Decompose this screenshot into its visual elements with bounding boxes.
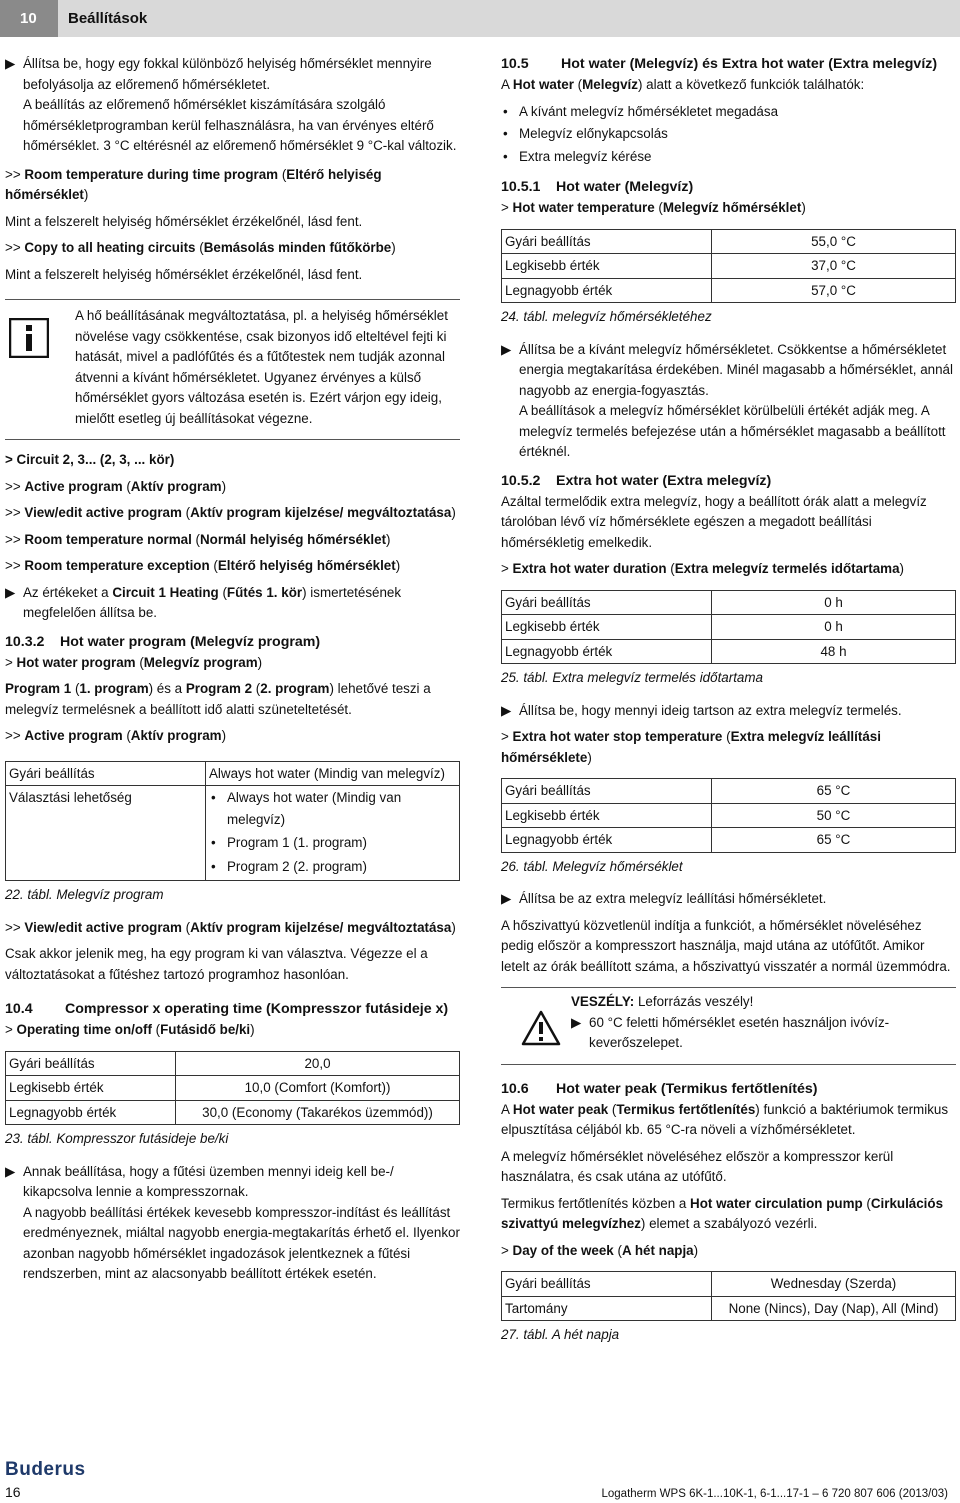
bullet-item [571,1013,956,1054]
table-row [502,803,956,828]
warning-box: VESZÉLY: Leforrázás veszély! ▶ 60 °C feletti hőmérséklet esetén használjon ivóvíz-keverőszelepet. [501,987,956,1065]
table-caption: 22. tábl. Melegvíz program [5,887,164,902]
left-column [5,54,460,1285]
header-page-number: 10 [0,0,58,37]
table-row [6,1100,460,1125]
text: 60 °C feletti hőmérséklet esetén használjon ivóvíz-keverőszelepet. [589,1014,890,1050]
text: Állítsa be az extra melegvíz leállítási hőmérsékletet. [519,891,827,906]
table-25 [501,590,956,665]
menu-path: >> View/edit active program (Aktív program kijelzése/ megváltoztatása) [5,505,456,520]
table-cell: 57,0 °C [712,278,956,303]
arrow-icon: ▶ [571,1014,582,1030]
table-row [502,639,956,664]
table-cell: Legnagyobb érték [502,828,712,853]
table-cell: 65 °C [712,779,956,804]
table-cell: Legnagyobb érték [6,1100,176,1125]
table-cell: Always hot water (Mindig van melegvíz) [206,761,460,786]
table-cell: Gyári beállítás [502,1272,712,1297]
header-section-title: Beállítások [58,0,960,37]
table-cell: Gyári beállítás [502,590,712,615]
text: A beállítás az előremenő hőmérséklet kiszámítására szolgáló hőmérsékletprogramban kerül felhasználásra, ha van érvényes eltérő hőmérséklet. 3 °C eltérésnél az előremenő hőmérséklet 9 °C-kal változik. [23,97,457,153]
bullet-item [501,889,956,910]
table-row [502,615,956,640]
table-caption: 26. tábl. Melegvíz hőmérséklet [501,858,683,874]
page-header [0,0,960,37]
text: A hőszivattyú közvetlenül indítja a funkciót, a hőmérséklet növeléséhez pedig először a kompresszort használja, majd utána az utófűtőt. Amikor letelt az órák beállított száma, a hőszivattyú visszatér a normál üzemmódra. [501,917,951,974]
arrow-icon: ▶ [5,56,16,71]
table-cell: Legnagyobb érték [502,278,712,303]
bullet-item [5,1162,460,1285]
table-row [6,786,460,881]
info-icon [9,318,49,358]
footer-document-id: Logatherm WPS 6K-1...10K-1, 6-1...17-1 – 6 720 807 606 (2013/03) [601,1488,948,1500]
menu-path: >> Room temperature normal (Normál helyiség hőmérséklet) [5,531,391,547]
menu-path: > Hot water program (Melegvíz program) [5,654,263,670]
section-heading: 10.6 Hot water peak (Termikus fertőtlenítés) [501,1080,818,1097]
bullet-item [501,340,956,463]
table-row [502,828,956,853]
list-item: • Melegvíz előnykapcsolás [503,126,668,141]
table-cell: Gyári beállítás [6,1051,176,1076]
section-heading: 10.4 Compressor x operating time (Kompresszor futásideje x) [5,1001,449,1017]
menu-path: >> Copy to all heating circuits (Bemásolás minden fűtőkörbe) [5,240,396,255]
table-cell: 50 °C [712,803,956,828]
table-row [502,1296,956,1321]
section-heading: 10.5.1 Hot water (Melegvíz) [501,179,694,195]
bullet-item: ▶ Az értékeket a Circuit 1 Heating (Fűtés 1. kör) ismertetésének megfelelően állítsa be. [5,584,402,620]
list-item: • A kívánt melegvíz hőmérsékletet megadása [503,103,779,119]
arrow-icon: ▶ [501,891,512,906]
table-caption: 23. tábl. Kompresszor futásideje be/ki [5,1131,229,1146]
table-cell: Gyári beállítás [6,761,206,786]
info-box [5,299,460,440]
info-text: A hő beállításának megváltoztatása, pl. a helyiség hőmérséklet növelése vagy csökkentése, csak bizonyos idő elteltével fejti ki hatását, mivel a padlófűtés és a fűtőtestek nem tudják azonnal átvenni a kívánt hőmérsékletet. Ugyanez érvényes a külső hőmérséklet gyors változása esetén is. Ezért várjon egy ideig, mielőtt esetleg új beállításokat végezne. [75,308,448,426]
text: Program 1 (1. program) és a Program 2 (2. program) lehetővé teszi a melegvíz termelésnek a beállított idő alatti szüneteltetését. [5,681,431,717]
menu-path: >> Room temperature exception (Eltérő helyiség hőmérséklet) [5,558,401,573]
table-caption: 24. tábl. melegvíz hőmérsékletéhez [501,309,712,324]
table-cell: 48 h [712,639,956,664]
table-26 [501,778,956,853]
list-item: • Program 1 (1. program) [211,835,367,850]
table-cell: 30,0 (Economy (Takarékos üzemmód)) [176,1100,460,1125]
table-cell: 55,0 °C [712,229,956,254]
table-cell: Legnagyobb érték [502,639,712,664]
table-cell: Wednesday (Szerda) [712,1272,956,1297]
table-24 [501,229,956,304]
text: Termikus fertőtlenítés közben a Hot water circulation pump (Cirkulációs szivattyú melegvízhez) elemet a szabályozó vezérli. [501,1195,944,1231]
table-caption: 25. tábl. Extra melegvíz termelés időtartama [501,670,763,685]
table-cell [206,786,460,881]
arrow-icon: ▶ [501,702,512,718]
text: A beállítások a melegvíz hőmérséklet körülbelüli értékét adják meg. A melegvíz termelés befejezése után a hőmérséklet magasabb a beállított értéknél. [519,403,946,459]
arrow-icon: ▶ [501,341,512,357]
table-row [502,1272,956,1297]
table-cell: Legkisebb érték [502,615,712,640]
menu-path: >> Active program (Aktív program) [5,478,227,494]
table-caption: 27. tábl. A hét napja [501,1327,620,1342]
table-cell: Legkisebb érték [6,1076,176,1101]
table-row [502,779,956,804]
text: Mint a felszerelt helyiség hőmérséklet érzékelőnél, lásd fent. [5,213,363,229]
menu-path: > Hot water temperature (Melegvíz hőmérséklet) [501,200,806,215]
text: Mint a felszerelt helyiség hőmérséklet érzékelőnél, lásd fent. [5,266,363,282]
menu-path: > Circuit 2, 3... (2, 3, ... kör) [5,452,175,467]
table-cell: Tartomány [502,1296,712,1321]
table-cell: 37,0 °C [712,254,956,279]
table-cell: 0 h [712,590,956,615]
brand-logo: Buderus [5,1459,86,1480]
menu-path: > Extra hot water stop temperature (Extra melegvíz leállítási hőmérséklete) [501,729,881,765]
table-cell: 65 °C [712,828,956,853]
table-cell: None (Nincs), Day (Nap), All (Mind) [712,1296,956,1321]
text: Csak akkor jelenik meg, ha egy program ki van választva. Végezze el a változtatásokat a fűtéshez tartozó programhoz hasonlóan. [5,946,428,982]
menu-path: >> View/edit active program (Aktív program kijelzése/ megváltoztatása) [5,919,456,935]
list-item: • Program 2 (2. program) [211,858,367,874]
table-row [6,761,460,786]
menu-path: > Operating time on/off (Futásidő be/ki) [5,1022,255,1037]
table-row [502,590,956,615]
text: Annak beállítása, hogy a fűtési üzemben mennyi ideig kell be-/ kikapcsolva lennie a kompresszornak. [23,1163,394,1199]
table-row [502,278,956,303]
table-cell: Legkisebb érték [502,254,712,279]
bullet-item [501,701,956,722]
table-cell: Legkisebb érték [502,803,712,828]
table-22 [5,761,460,882]
table-cell: Gyári beállítás [502,229,712,254]
table-row [502,254,956,279]
menu-path: > Day of the week (A hét napja) [501,1242,699,1258]
right-column [501,54,956,1358]
section-heading: 10.5.2 Extra hot water (Extra melegvíz) [501,472,772,489]
table-row [6,1051,460,1076]
section-heading: 10.3.2 Hot water program (Melegvíz program) [5,633,321,650]
table-row [502,229,956,254]
arrow-icon: ▶ [5,584,16,600]
section-heading: 10.5 Hot water (Melegvíz) és Extra hot water (Extra melegvíz) [501,56,938,72]
table-cell: 0 h [712,615,956,640]
footer-page-number: 16 [5,1484,21,1500]
table-row [6,1076,460,1101]
list-item: • Extra melegvíz kérése [503,148,652,164]
bullet-item [5,54,460,157]
warning-icon [521,1010,561,1046]
table-cell: Választási lehetőség [6,786,206,881]
text: Állítsa be, hogy mennyi ideig tartson az extra melegvíz termelés. [519,702,902,718]
text: A melegvíz hőmérséklet növeléséhez először a kompresszor kerül használatra, és csak utána az utófűtő. [501,1148,894,1184]
table-cell: 20,0 [176,1051,460,1076]
arrow-icon: ▶ [5,1163,16,1179]
menu-path: > Extra hot water duration (Extra melegvíz termelés időtartama) [501,561,904,576]
table-27 [501,1271,956,1321]
text: Azáltal termelődik extra melegvíz, hogy a beállított órák alatt a melegvíz tárolóban lévő víz hőmérséklete egészen a megadott beállítási hőmérsékletig emelkedik. [501,493,927,550]
text: Állítsa be, hogy egy fokkal különböző helyiség hőmérséklet mennyire befolyásolja az előremenő hőmérsékletet. [23,56,432,92]
table-cell: 10,0 (Comfort (Komfort)) [176,1076,460,1101]
menu-path: >> Room temperature during time program (Eltérő helyiség hőmérséklet) [5,166,382,202]
table-23 [5,1051,460,1126]
text: A Hot water peak (Termikus fertőtlenítés) funkció a baktériumok termikus elpusztítása céljából kb. 65 °C-ra növeli a vízhőmérsékletet. [501,1101,949,1137]
text: Állítsa be a kívánt melegvíz hőmérsékletet. Csökkentse a hőmérsékletet energia megtakarítása érdekében. Minél magasabb a hőmérséklet, annál nagyobb az energia-fogyasztás. [519,341,953,398]
text: A Hot water (Melegvíz) alatt a következő funkciók találhatók: [501,77,865,92]
table-cell: Gyári beállítás [502,779,712,804]
text: A nagyobb beállítási értékek kevesebb kompresszor-indítást és leállítást eredményeznek, miáltal nagyobb energia-megtakarítás érhető el. Ilyenkor azonban nagyobb hőmérséklet ingadozások jelentkeznek a fűtési rendszerben, mint az alacsonyabb beállított értékek esetén. [23,1204,460,1281]
list-item: • Always hot water (Mindig van melegvíz) [211,790,402,827]
menu-path: >> Active program (Aktív program) [5,728,227,743]
